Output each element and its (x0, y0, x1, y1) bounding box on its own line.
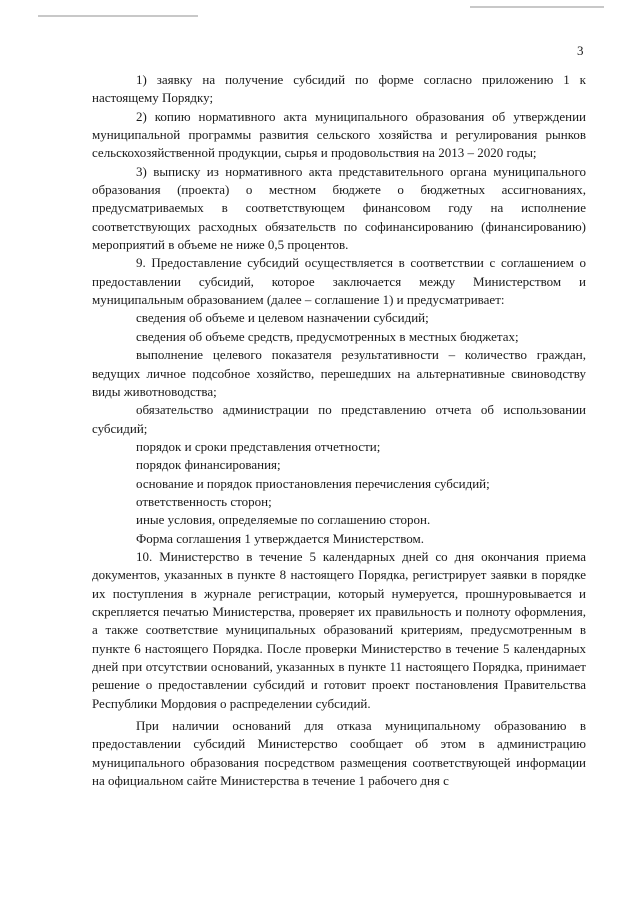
paragraph-item-1: 1) заявку на получение субсидий по форме согласно приложению 1 к настоящему Порядку; (92, 72, 586, 106)
document-body (92, 71, 586, 790)
agreement-item: порядок финансирования; (136, 457, 281, 473)
scan-mark-right (470, 6, 604, 8)
paragraph-item-2: 2) копию нормативного акта муниципального образования об утверждении муниципальной программы развития сельского хозяйства и регулирования рынков сельскохозяйственной продукции, сырья и продовольствия на 2013 – 2020 годы; (92, 108, 586, 161)
paragraph-item-3: 3) выписку из нормативного акта представительного органа муниципального образования (проекта) о местном бюджете о бюджетных ассигнованиях, предусматриваемых в соответствующем финансовом году на исполнение соответствующих расходных обязательств по софинансированию (финансированию) мероприятий в объеме не ниже 0,5 процентов. (92, 163, 586, 253)
agreement-form-note: Форма соглашения 1 утверждается Министерством. (136, 530, 424, 546)
paragraph-refusal: При наличии оснований для отказа муниципальному образованию в предоставлении субсидий Министерство сообщает об этом в администрацию муниципального образования посредством размещения соответствующей информации на официальном сайте Министерства в течение 1 рабочего дня с (92, 718, 586, 789)
agreement-item: обязательство администрации по представлению отчета об использовании субсидий; (92, 402, 586, 436)
agreement-item: основание и порядок приостановления перечисления субсидий; (136, 475, 490, 491)
agreement-item: порядок и сроки представления отчетности; (136, 438, 381, 454)
page-number: 3 (577, 43, 584, 58)
scan-mark-left (38, 15, 198, 17)
paragraph-clause-10: 10. Министерство в течение 5 календарных дней со дня окончания приема документов, указанных в пункте 8 настоящего Порядка, регистрирует заявки в порядке их поступления в журнале регистрации, который нумеруется, прошнуровывается и скрепляется печатью Министерства, проверяет их правильность и полноту оформления, а также соответствие муниципальных образований критериям, предусмотренным в пункте 6 настоящего Порядка. После проверки Министерство в течение 5 календарных дней при отсутствии оснований, указанных в пункте 11 настоящего Порядка, принимает решение о предоставлении субсидий и готовит проект постановления Правительства Республики Мордовия о распределении субсидий. (92, 548, 586, 711)
agreement-item: ответственность сторон; (136, 493, 272, 509)
agreement-item: иные условия, определяемые по соглашению сторон. (136, 512, 431, 528)
paragraph-clause-9: 9. Предоставление субсидий осуществляется в соответствии с соглашением о предоставлении субсидий, которое заключается между Министерством и муниципальным образованием (далее – соглашение 1) и предусматривает: (92, 255, 586, 308)
agreement-item: выполнение целевого показателя результативности – количество граждан, ведущих личное подсобное хозяйство, перешедших на альтернативные свиноводству виды животноводства; (92, 347, 586, 399)
agreement-item: сведения об объеме и целевом назначении субсидий; (136, 310, 429, 326)
agreement-item: сведения об объеме средств, предусмотренных в местных бюджетах; (136, 328, 519, 344)
